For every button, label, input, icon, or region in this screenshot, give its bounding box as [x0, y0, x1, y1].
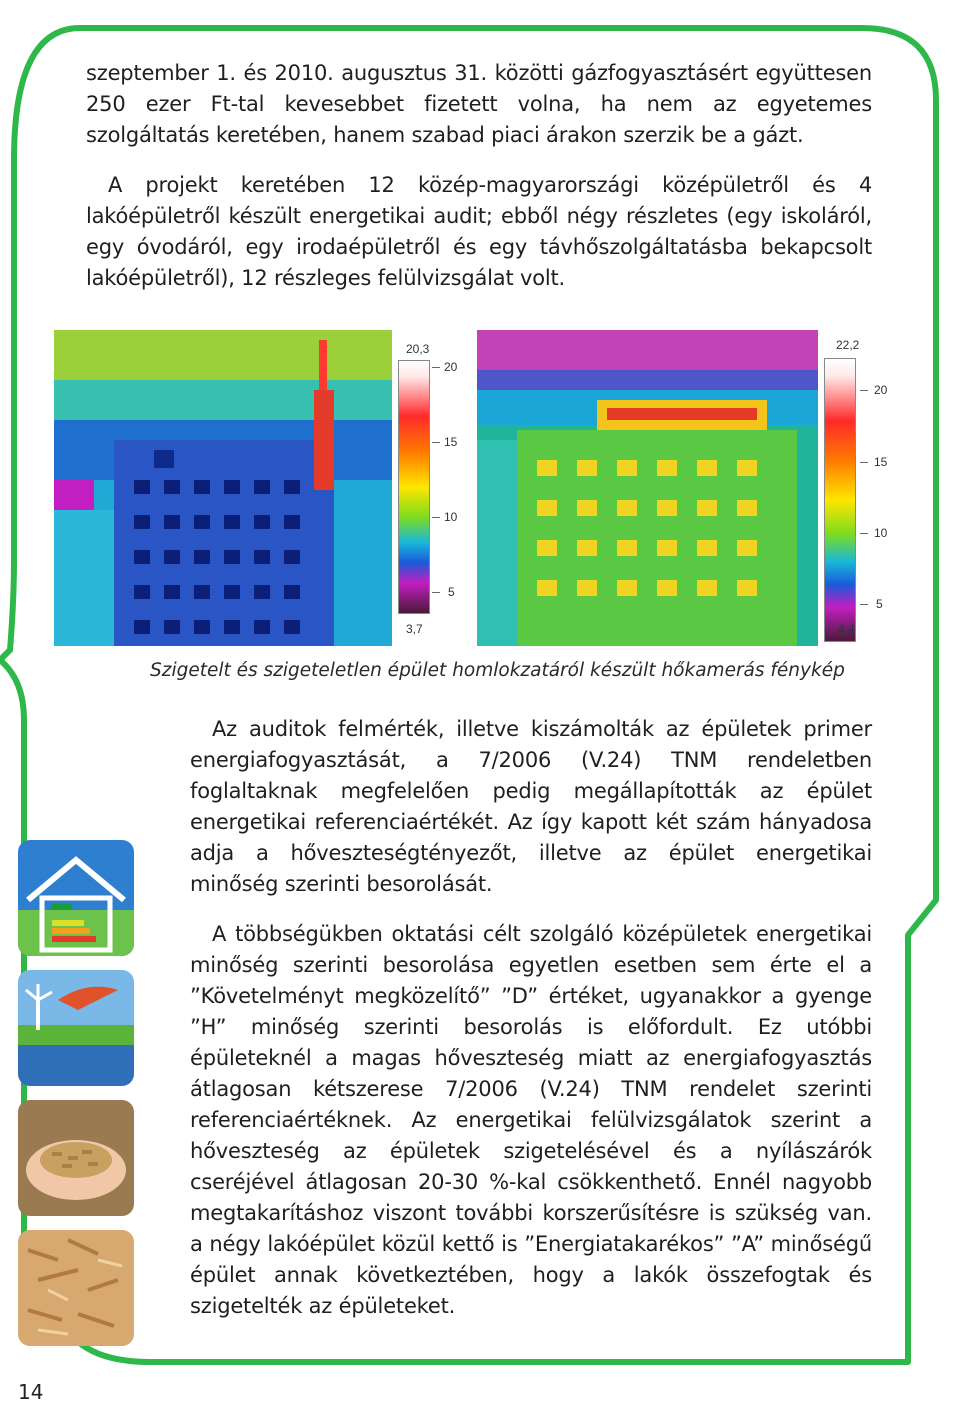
- scale-tick-right: 20: [874, 383, 888, 397]
- paragraph-gas-savings: szeptember 1. és 2010. augusztus 31. közötti gázfogyasztásért együttesen 250 ezer Ft-tal kevesebbet fizetett volna, ha nem az egyetemes szolgáltatás keretében, hanem szabad piaci árakon szerzik be a gázt.: [86, 61, 872, 147]
- color-scale-bar-right: [824, 358, 856, 642]
- scale-max-right: 22,2: [836, 338, 860, 352]
- thermal-scale-left: [392, 330, 472, 646]
- figure-caption: Szigetelt és szigeteletlen épület homlokzatáról készült hőkamerás fénykép: [150, 660, 845, 681]
- tick-mark: [860, 604, 868, 605]
- scale-min-left: 3,7: [406, 622, 423, 636]
- scale-tick-right: 5: [876, 597, 883, 611]
- house-energy-label-icon: [18, 840, 134, 956]
- scale-min-right: 4,4: [838, 622, 855, 636]
- scale-tick-right: 10: [874, 526, 888, 540]
- tick-mark: [432, 442, 440, 443]
- tick-mark: [860, 533, 868, 534]
- scale-tick-left: 5: [448, 585, 455, 599]
- scale-tick-left: 15: [444, 435, 458, 449]
- color-scale-bar-left: [398, 360, 430, 614]
- thermal-image-uninsulated: [54, 330, 392, 646]
- scale-tick-right: 15: [874, 455, 888, 469]
- wood-chips-icon: [18, 1230, 134, 1346]
- tick-mark: [432, 517, 440, 518]
- thermal-image-insulated: [477, 330, 818, 646]
- paragraph-audit-project: A projekt keretében 12 közép-magyarországi középületről és 4 lakóépületről készült energetikai audit; ebből négy részletes (egy iskoláról, egy óvodáról, egy irodaépületről és egy távhőszolgáltatásba bekapcsolt lakóépületről), 12 részleges felülvizsgálat volt.: [86, 173, 872, 290]
- tick-mark: [860, 462, 868, 463]
- tick-mark: [860, 390, 868, 391]
- page-number: 14: [18, 1380, 44, 1401]
- wind-water-icon: [18, 970, 134, 1086]
- scale-max-left: 20,3: [406, 342, 430, 356]
- tick-mark: [432, 367, 440, 368]
- paragraph-audit-results: Az auditok felmérték, illetve kiszámolták az épületek primer energiafogyasztását, a 7/2006 (V.24) TNM rendeletben foglaltaknak megfelelően pedig megállapították az épület energetikai referenciaértékét. Az így kapott két szám hányadosa adja a hőveszteségtényezőt, illetve az épület energetikai minőség szerinti besorolását.: [190, 717, 872, 896]
- tick-mark: [432, 592, 440, 593]
- paragraph-classification: A többségükben oktatási célt szolgáló középületek energetikai minőség szerinti besorolása egyetlen esetben sem érte el a ”Követelményt megközelítő” ”D” értéket, ugyanakkor a gyenge ”H” minőség szerinti besorolás is előfordult. Ez utóbbi épületeknél a magas hőveszteség miatt az energiafogyasztás átlagosan kétszerese 7/2006 (V.24) TNM rendelet szerinti referenciaértéknek. Az energetikai felülvizsgálatok szerint a hőveszteség az épületek szigetelésével és a nyílászárók cseréjével átlagosan 20-30 %-kal csökkenthető. Ennél nagyobb megtakarításhoz viszont további korszerűsítésre is szükség van. a négy lakóépület közül kettő is ”Energiatakarékos” ”A” minőségű épület annak következtében, hogy a lakók összefogtak és szigetelték az épületeket.: [190, 922, 872, 1318]
- scale-tick-left: 10: [444, 510, 458, 524]
- thermal-scale-right: [818, 330, 908, 646]
- scale-tick-left: 20: [444, 360, 458, 374]
- pellets-in-hands-icon: [18, 1100, 134, 1216]
